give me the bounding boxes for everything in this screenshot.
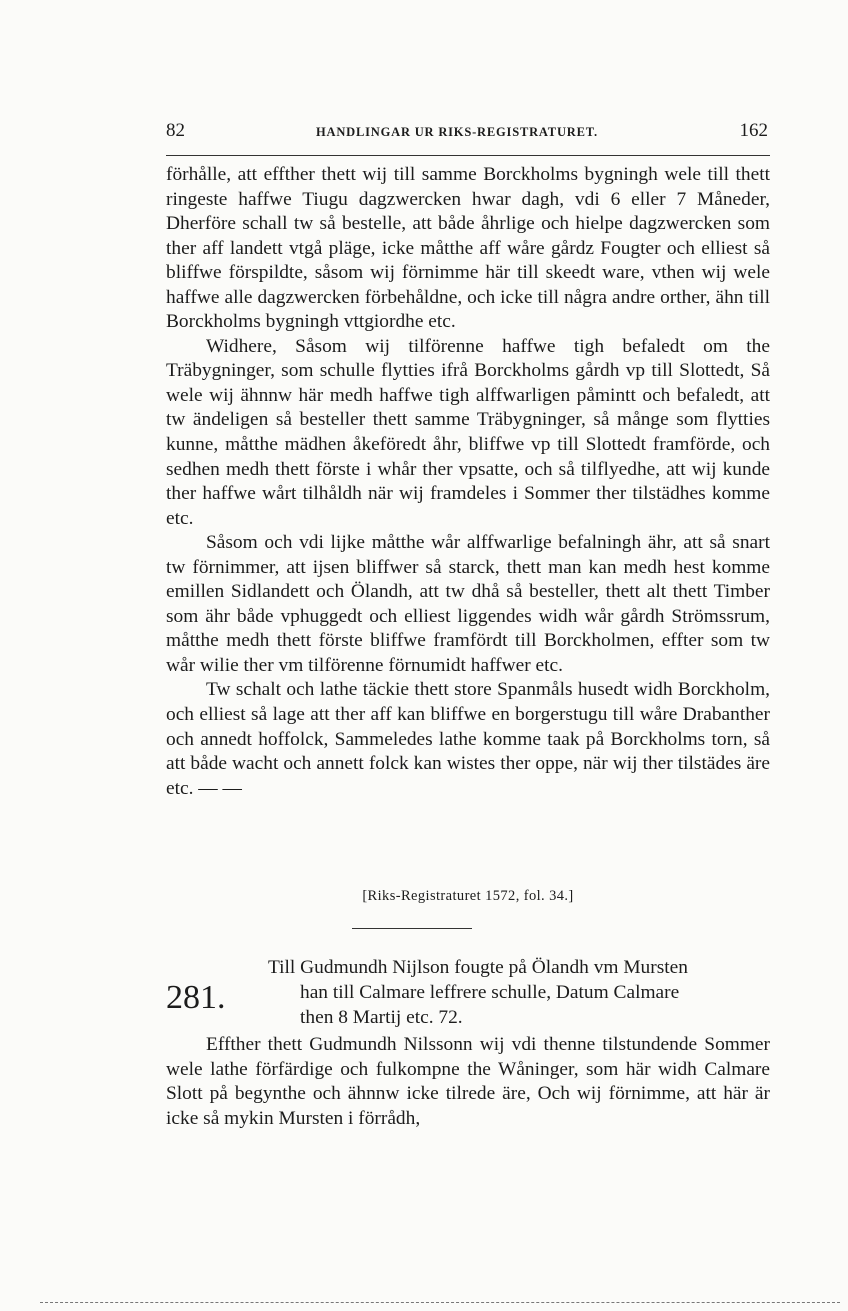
page-number-right: 162 — [739, 120, 768, 141]
entry-heading — [268, 955, 772, 1030]
page-number-left: 82 — [166, 120, 185, 141]
entry-heading-line-1: Till Gudmundh Nijlson fougte på Ölandh vm Mursten — [268, 957, 688, 978]
section-separator — [352, 928, 472, 929]
source-citation: [Riks-Registraturet 1572, fol. 34.] — [362, 888, 574, 904]
paragraph-1: förhålle, att effther thett wij till samme Borckholms bygningh wele till thett ringeste haffwe Tiugu dagzwercken hwar dagh, vdi 6 eller 7 Måneder, Dherföre schall tw så bestelle, att både åhrlige och hielpe dagzwercken som ther aff landett vtgå pläge, icke måtthe aff wåre gårdz Fougter och elliest så bliffwe förspildte, såsom wij förnimme här till skeedt ware, vthen wij wele haffwe alle dagzwercken förbehåldne, och icke till några andre orther, ähn till Borckholms bygningh vttgiordhe etc. — [166, 164, 770, 333]
paragraph-2: Widhere, Såsom wij tilförenne haffwe tigh befaledt om the Träbygninger, som schulle flytties ifrå Borckholms gårdh vp till Slottedt, Så wele wij ähnnw här medh haffwe tigh alffwarligen påmintt och befaledt, att tw ändeligen så besteller thett samme Träbygninger, så månge som flytties kunne, måtthe mädhen åkeföredt åhr, bliffwe vp till Slottedt framförde, och sedhen medh thett förste i whår ther vpsatte, och så tilflyedhe, att wij kunde ther haffwe wårt tilhåldh när wij framdeles i Sommer ther tilstädhes komme etc. — [166, 335, 770, 529]
paragraph-4: Tw schalt och lathe täckie thett store Spanmåls husedt widh Borckholm, och elliest så lage att ther aff kan bliffwe en borgerstugu till wåre Drabanther och annedt hoffolck, Sammeledes lathe komme taak på Borckholms torn, så att både wacht och annett folck kan wistes ther oppe, när wij ther tilstädes äre etc. — — — [166, 679, 770, 799]
entry-heading-line-3: then 8 Martij etc. 72. — [300, 1007, 463, 1028]
running-title: HANDLINGAR UR RIKS-REGISTRATURET. — [316, 125, 598, 139]
entry-paragraph: Effther thett Gudmundh Nilssonn wij vdi thenne tilstundende Sommer wele lathe förfärdige och fulkompne the Wåninger, som här widh Calmare Slott på begynthe och ähnnw icke tilrede äre, Och wij förnimme, att här är icke så mykin Mursten i förrådh, — [166, 1034, 770, 1129]
header-rule — [166, 155, 770, 156]
entry-heading-line-2: han till Calmare leffrere schulle, Datum Calmare — [300, 982, 680, 1003]
main-text — [166, 163, 770, 801]
scan-edge-line — [40, 1302, 840, 1303]
entry-number: 281. — [166, 979, 226, 1016]
paragraph-3: Såsom och vdi lijke måtthe wår alffwarlige befalningh ähr, att så snart tw förnimmer, att ijsen bliffwer så starck, thett man kan medh hest komme emillen Sidlandett och Ölandh, att tw dhå så besteller, thett alt thett Timber som ähr både vphuggedt och elliest liggendes widh wår gårdh Strömssrum, måtthe medh thett förste bliffwe framfördt till Borckholmen, effter som tw wår wilie ther vm tilförenne förnumidt haffwer etc. — [166, 532, 770, 676]
page-header — [166, 120, 770, 150]
entry-text — [166, 1033, 770, 1131]
